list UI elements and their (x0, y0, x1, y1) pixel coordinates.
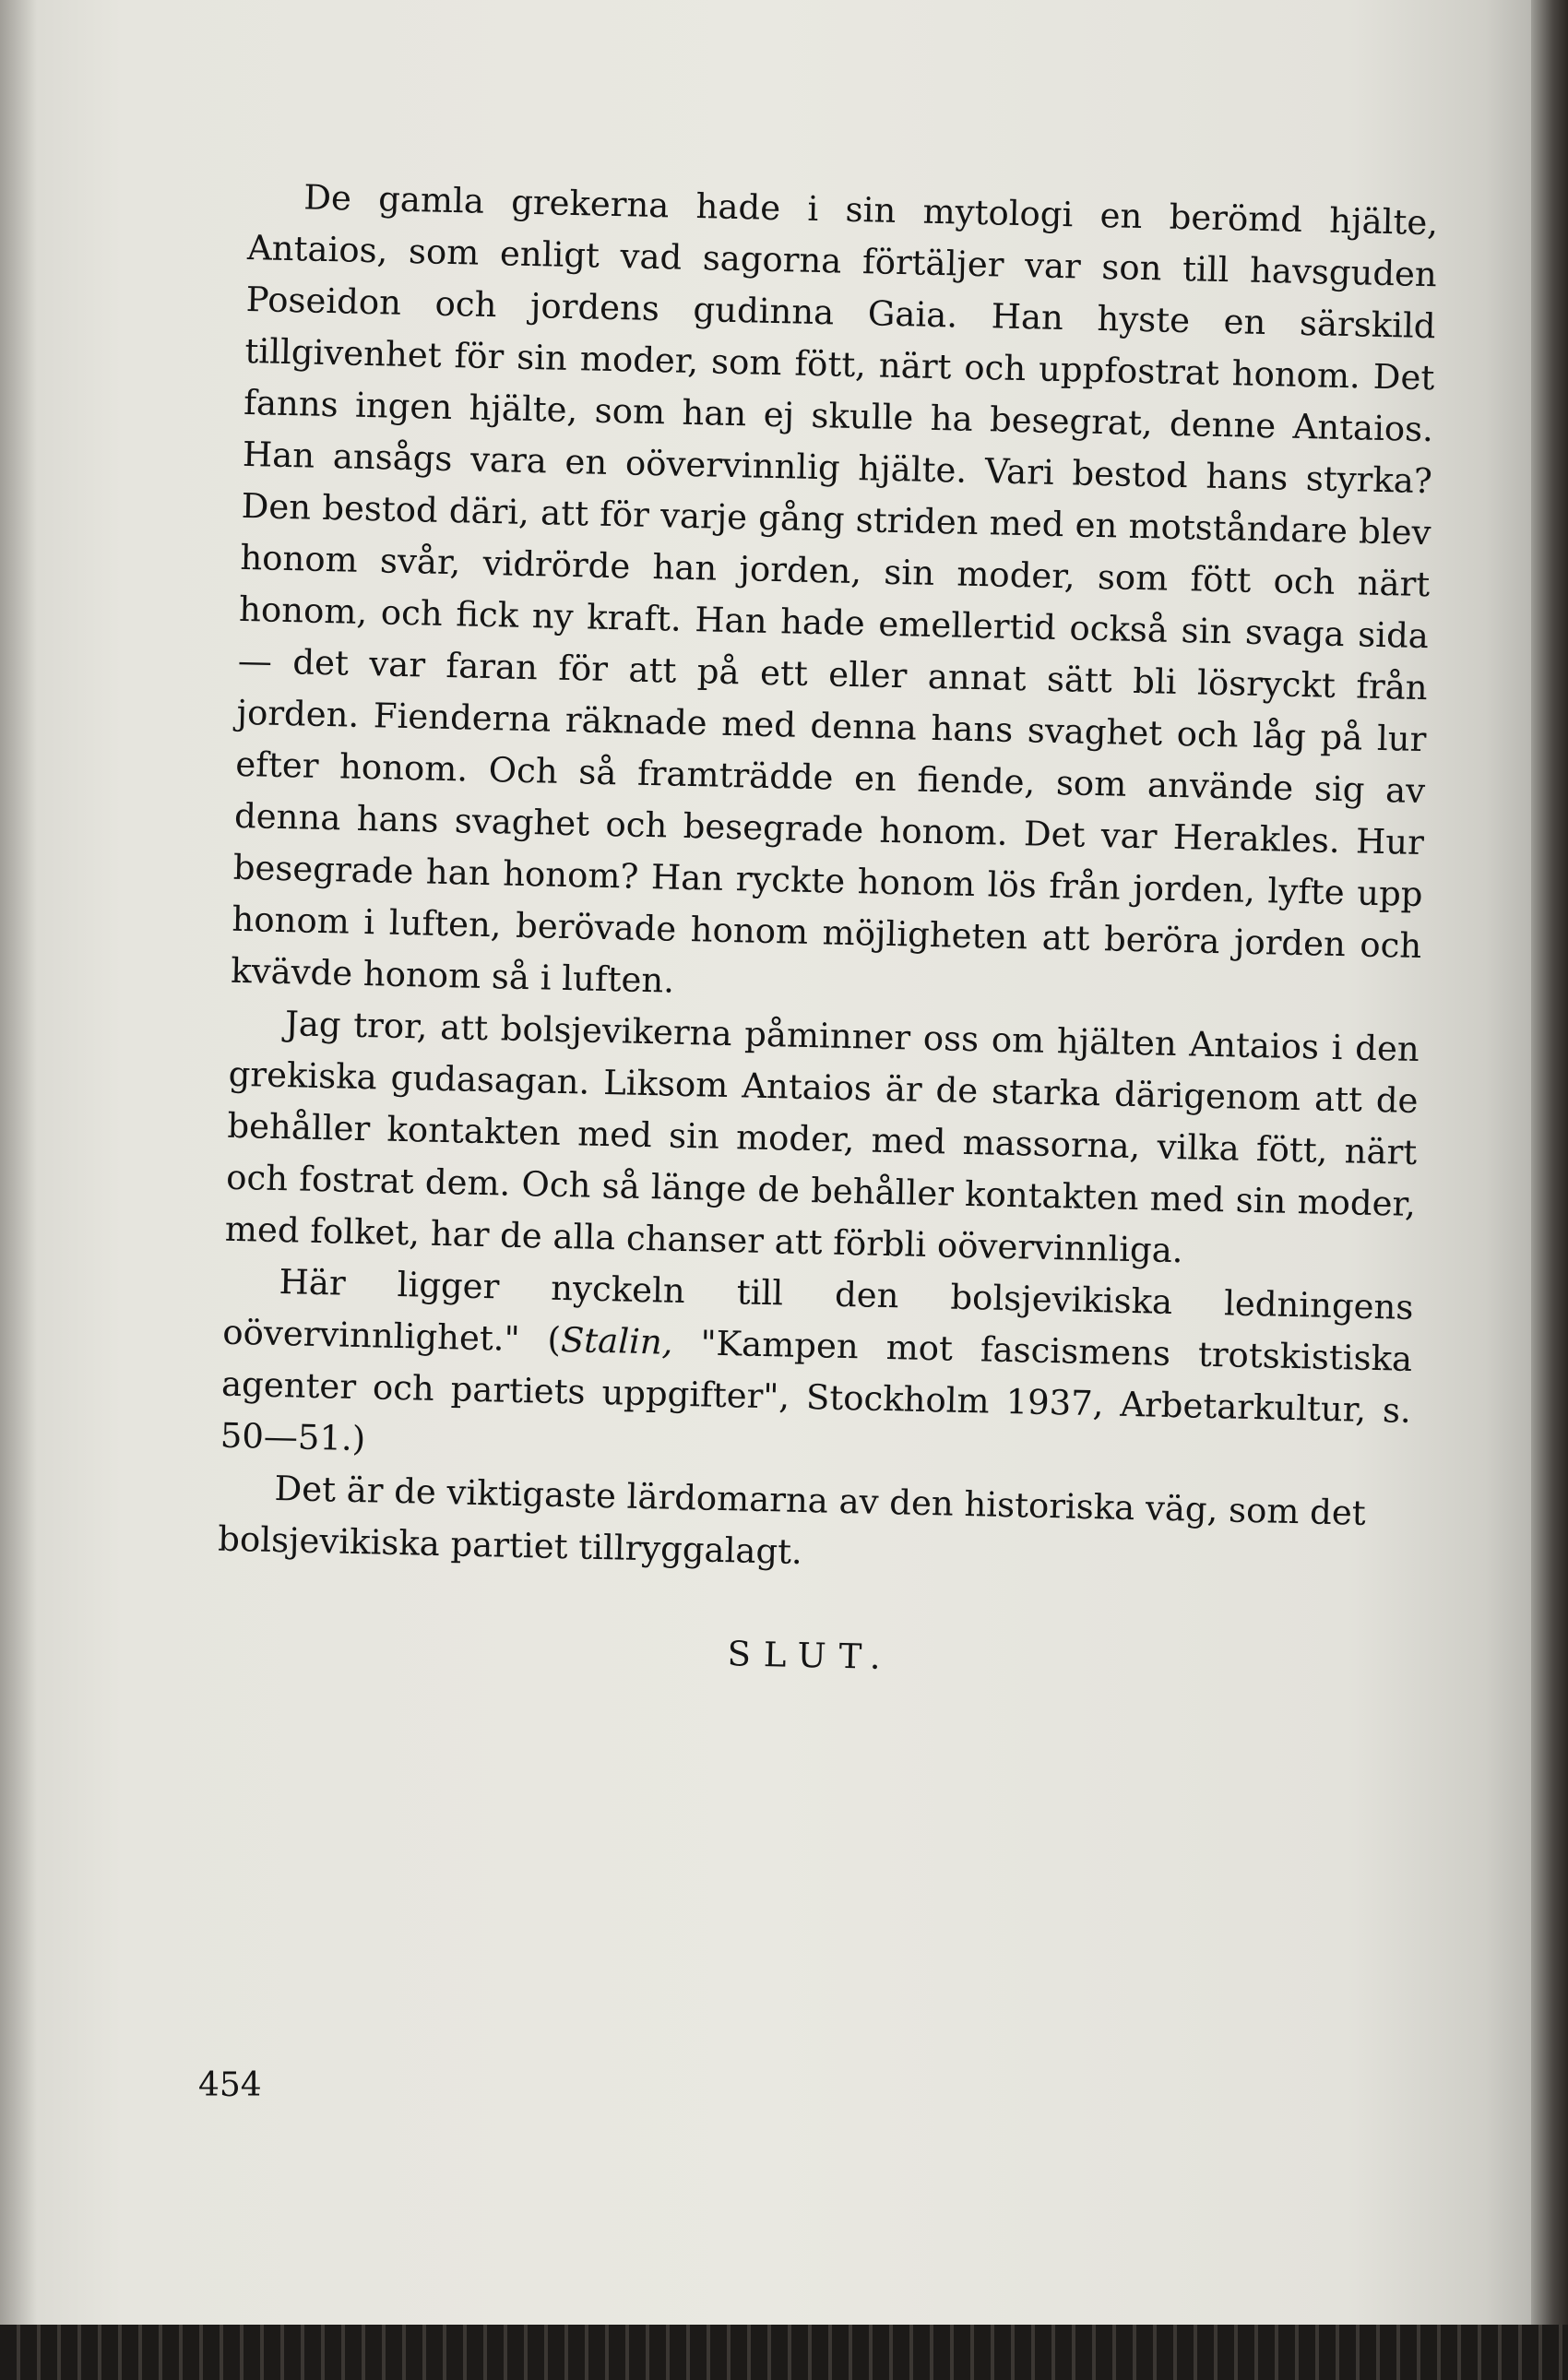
paragraph-closing: Det är de viktigaste lärdomarna av den historiska väg, som det bolsjevikiska partiet tillryggalagt. (217, 1468, 1367, 1572)
page-right-edge (1531, 0, 1568, 2325)
body-text (215, 171, 1439, 1696)
paragraph-quote-end (220, 1255, 1414, 1489)
citation-author: Stalin, (560, 1319, 673, 1363)
end-mark: SLUT. (727, 1634, 895, 1678)
paragraph-antaios-myth: De gamla grekerna hade i sin mytologi en berömd hjälte, Antaios, som enligt vad sagorna förtäljer var son till havsguden Poseidon och jordens gudinna Gaia. Han hyste en särskild tillgivenhet för sin moder, som fött, närt och uppfostrat honom. Det fanns ingen hjälte, som han ej skulle ha besegrat, denne Antaios. Han ansågs vara en oövervinnlig hjälte. Vari bestod hans styrka? Den bestod däri, att för varje gång striden med en motståndare blev honom svår, vidrörde han jorden, sin moder, som fött och närt honom, och fick ny kraft. Han hade emellertid också sin svaga sida — det var faran för att på ett eller annat sätt bli lösryckt från jorden. Fienderna räknade med denna hans svaghet och låg på lur efter honom. Och så framträdde en fiende, som använde sig av denna hans svaghet och besegrade honom. Det var Herakles. Hur besegrade han honom? Han ryckte honom lös från jorden, lyfte upp honom i luften, berövade honom möjligheten att beröra jorden och kvävde honom så i luften. (230, 177, 1439, 1001)
citation-source: "Kampen mot fascismens trotskistiska agenter och partiets uppgifter", Stockholm 1937, Arbetarkultur, s. 50—51.) (220, 1322, 1413, 1459)
page-number: 454 (198, 2066, 262, 2104)
paragraph-bolsheviks-antaios: Jag tror, att bolsjevikerna påminner oss om hjälten Antaios i den grekiska gudasagan. Liksom Antaios är de starka därigenom att de behåller kontakten med sin moder, med massorna, vilka fött, närt och fostrat dem. Och så länge de behåller kontakten med sin moder, med folket, har de alla chanser att förbli oövervinnliga. (224, 1004, 1420, 1271)
spine-shadow (0, 0, 37, 2325)
page-bottom-edge (0, 2325, 1568, 2380)
quote-text: Här ligger nyckeln till den bolsjevikiska ledningens oövervinnlighet." ( (221, 1262, 1414, 1360)
